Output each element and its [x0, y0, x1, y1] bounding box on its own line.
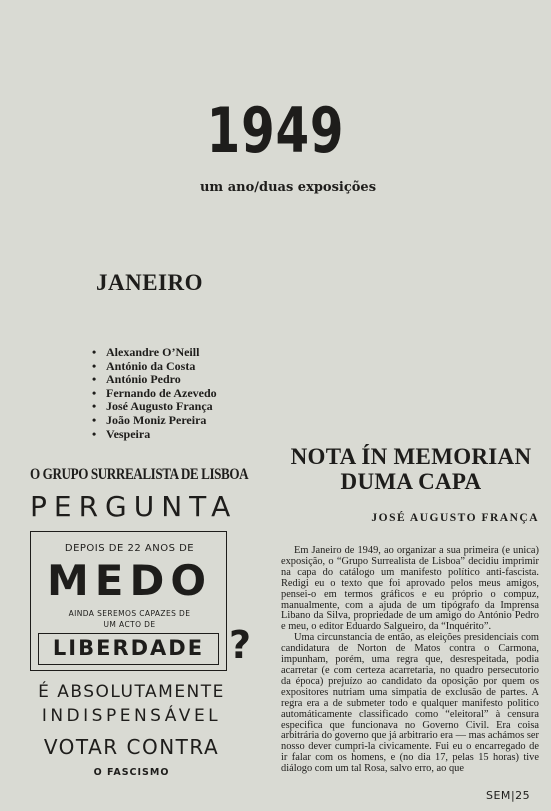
poster-box	[30, 531, 227, 671]
month-heading: JANEIRO	[96, 270, 204, 295]
subtitle: um ano/duas exposições	[199, 180, 377, 195]
year-title: 1949	[206, 94, 345, 167]
list-item: • Vespeira	[92, 428, 217, 442]
artist-list	[92, 346, 217, 441]
page-separator: |	[510, 789, 516, 802]
poster-medo: MEDO	[46, 556, 213, 605]
poster-liberdade: LIBERDADE	[38, 633, 219, 665]
list-item: • Alexandre O’Neill	[92, 346, 217, 360]
poster-box-line2b: UM ACTO DE	[103, 620, 156, 629]
poster-question-mark: ?	[229, 623, 252, 667]
article-title	[281, 444, 541, 494]
article-paragraph: Uma circunstancia de então, as eleições presidenciais com candidatura de Norton de Matos contra o Carmona, impunham, porém, uma regra que, desrespeitada, podia acarretar (e com certeza acarretaria, no quadro persecutorio da época) prejuízo ao candidato da oposição por quem os expositores nutriam uma simpatia de exclusão de partes. A regra era a de submeter todo e qualquer manifesto politico automáticamente classificado como “eleitoral” à censura especifica que funcionava no Governo Civil. Era coisa arbitrária do governo que já arbitrario era — mas achámos ser nosso dever cumpri-la civicamente. Fui eu o encarregado de ir falar com os homens, e (no dia 17, pelas 15 horas) tive diálogo com um tal Rosa, salvo erro, ao que	[281, 632, 539, 775]
poster-pergunta: PERGUNTA	[30, 490, 238, 523]
list-item: • António da Costa	[92, 360, 217, 374]
page-footer	[486, 789, 530, 802]
poster-foot-line1: É ABSOLUTAMENTE	[38, 682, 225, 702]
poster-foot-line2: INDISPENSÁVEL	[41, 706, 222, 726]
poster-foot-line4: O FASCISMO	[93, 767, 170, 778]
poster-box-line2	[31, 608, 228, 630]
page-number: 25	[515, 789, 531, 802]
article-body	[281, 546, 539, 775]
article-paragraph: Em Janeiro de 1949, ao organizar a sua primeira (e unica) exposição, o “Grupo Surrealista de Lisboa” decidiu imprimir na capa do catálogo um manifesto político anti-fascista. Redigi eu o texto que foi aprovado pelos meus amigos, pensei-o em termos gráficos e eu próprio o compuz, manualmente, com a ajuda de um tipógrafo da Imprensa Libano da Silva, propriedade de um amigo do António Pedro e meu, o editor Eduardo Salgueiro, da “Inquérito”.	[281, 545, 539, 633]
list-item: • Fernando de Azevedo	[92, 387, 217, 401]
magazine-logo: SEM	[486, 789, 511, 802]
article-title-line1: NOTA ÍN MEMORIAN	[290, 444, 532, 469]
poster-box-line2a: AINDA SEREMOS CAPAZES DE	[68, 609, 191, 618]
article-author: JOSÉ AUGUSTO FRANÇA	[371, 512, 539, 524]
poster-foot-line3: VOTAR CONTRA	[43, 735, 220, 759]
poster-box-line1: DEPOIS DE 22 ANOS DE	[64, 543, 195, 554]
poster-header: O GRUPO SURREALISTA DE LISBOA	[30, 466, 249, 483]
list-item: • João Moniz Pereira	[92, 414, 217, 428]
list-item: • António Pedro	[92, 373, 217, 387]
list-item: • José Augusto França	[92, 400, 217, 414]
article-title-line2: DUMA CAPA	[340, 469, 482, 494]
